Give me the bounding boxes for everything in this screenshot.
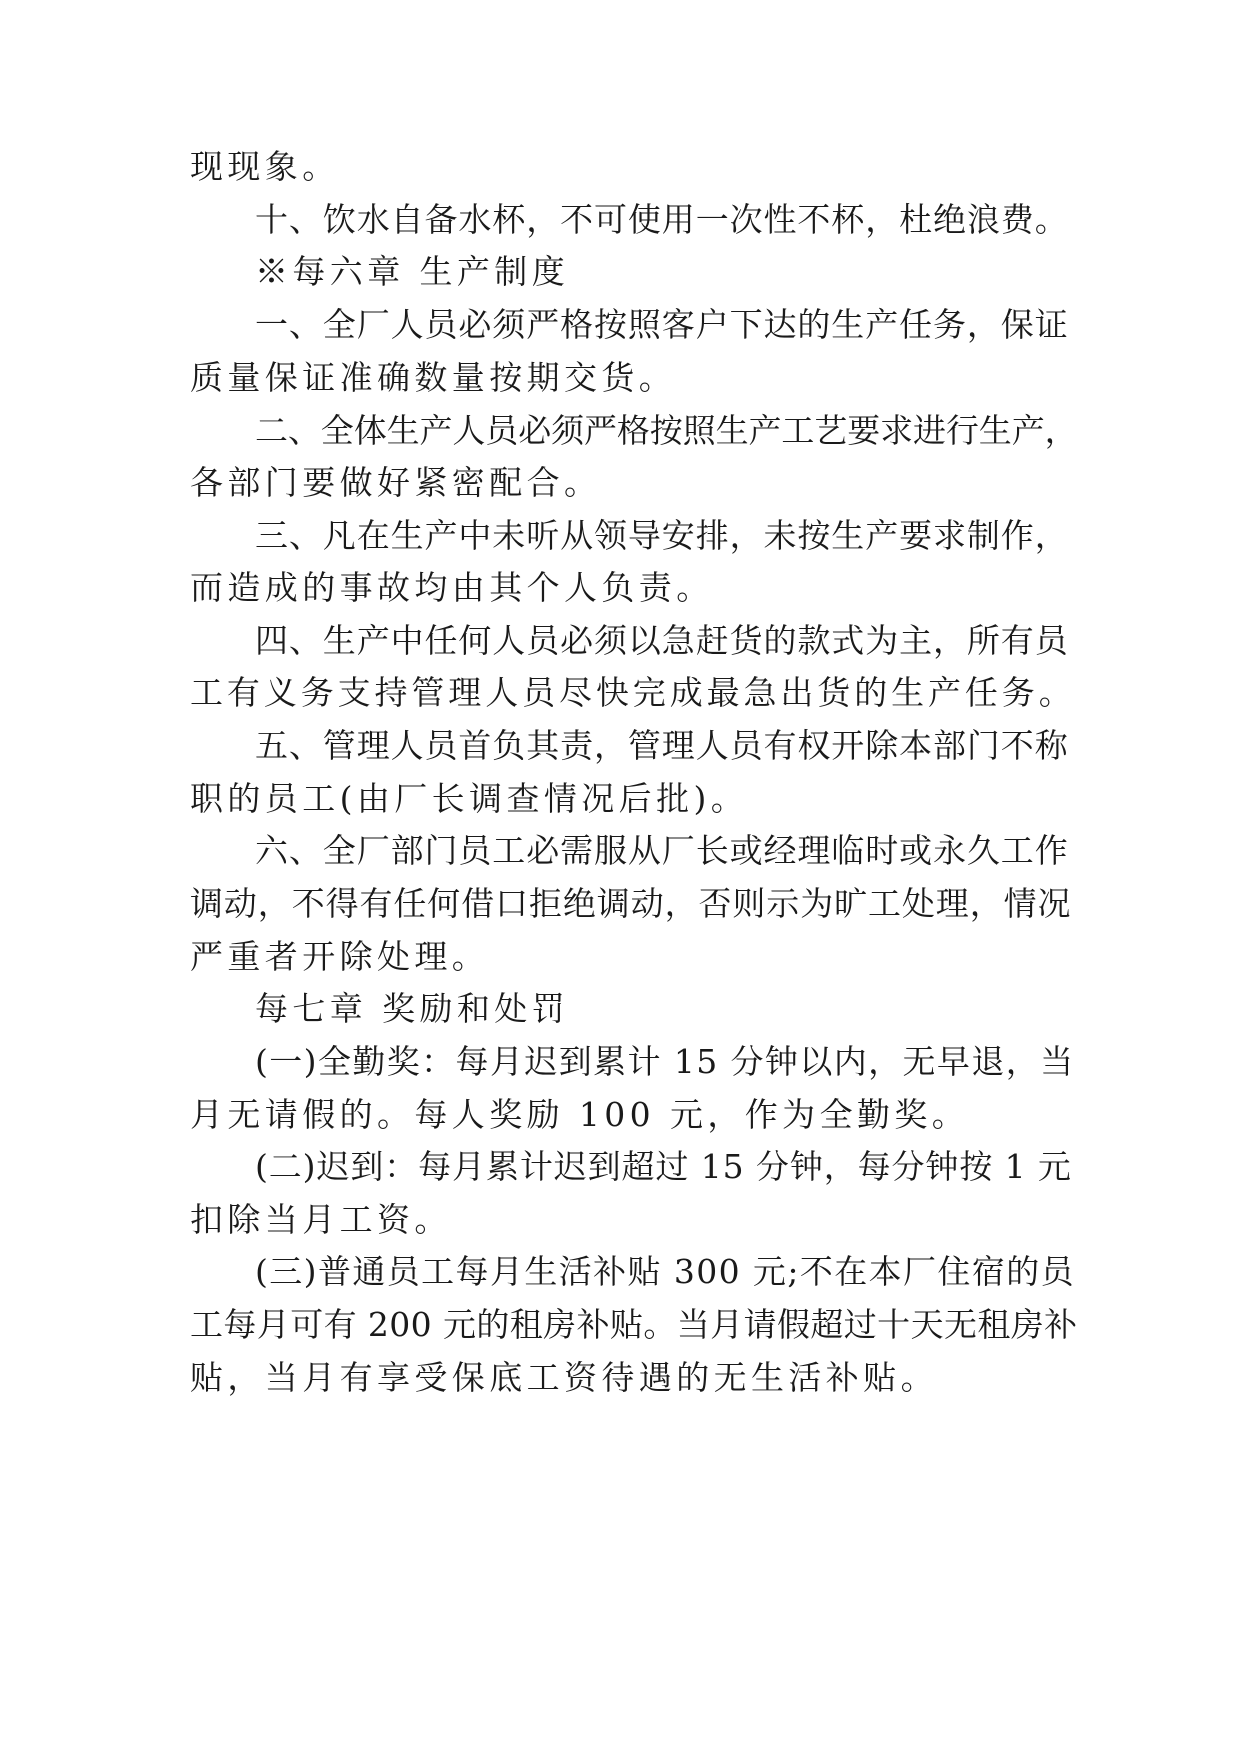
text-line: 而造成的事故均由其个人负责。 bbox=[190, 568, 714, 607]
text-line: 扣除当月工资。 bbox=[190, 1200, 452, 1239]
text-line: 十、饮水自备水杯，不可使用一次性不杯，杜绝浪费。 bbox=[255, 200, 1069, 239]
text-line: 现现象。 bbox=[190, 147, 340, 186]
text-line: 二、全体生产人员必须严格按照生产工艺要求进行生产， bbox=[255, 411, 1078, 450]
text-line: 月无请假的。每人奖励 100 元，作为全勤奖。 bbox=[190, 1095, 970, 1134]
text-line: 四、生产中任何人员必须以急赶货的款式为主，所有员 bbox=[255, 621, 1069, 660]
section-heading: 每七章 奖励和处罚 bbox=[255, 989, 570, 1028]
text-line: (三)普通员工每月生活补贴 300 元;不在本厂住宿的员 bbox=[255, 1252, 1076, 1291]
text-line: 各部门要做好紧密配合。 bbox=[190, 463, 602, 502]
text-line: (二)迟到：每月累计迟到超过 15 分钟，每分钟按 1 元 bbox=[255, 1147, 1072, 1186]
text-line: 调动，不得有任何借口拒绝调动，否则示为旷工处理，情况 bbox=[190, 884, 1072, 923]
section-heading: ※每六章 生产制度 bbox=[255, 252, 570, 291]
text-line: 工有义务支持管理人员尽快完成最急出货的生产任务。 bbox=[190, 673, 1076, 712]
text-line: 贴，当月有享受保底工资待遇的无生活补贴。 bbox=[190, 1358, 938, 1397]
text-line: (一)全勤奖：每月迟到累计 15 分钟以内，无早退，当 bbox=[255, 1042, 1075, 1081]
text-line: 三、凡在生产中未听从领导安排，未按生产要求制作， bbox=[255, 516, 1069, 555]
text-line: 质量保证准确数量按期交货。 bbox=[190, 358, 677, 397]
text-line: 一、全厂人员必须严格按照客户下达的生产任务，保证 bbox=[255, 305, 1069, 344]
text-line: 五、管理人员首负其责，管理人员有权开除本部门不称 bbox=[255, 726, 1069, 765]
text-line: 六、全厂部门员工必需服从厂长或经理临时或永久工作 bbox=[255, 831, 1069, 870]
text-line: 工每月可有 200 元的租房补贴。当月请假超过十天无租房补 bbox=[190, 1305, 1078, 1344]
text-line: 严重者开除处理。 bbox=[190, 937, 490, 976]
text-line: 职的员工(由厂长调查情况后批)。 bbox=[190, 779, 749, 818]
